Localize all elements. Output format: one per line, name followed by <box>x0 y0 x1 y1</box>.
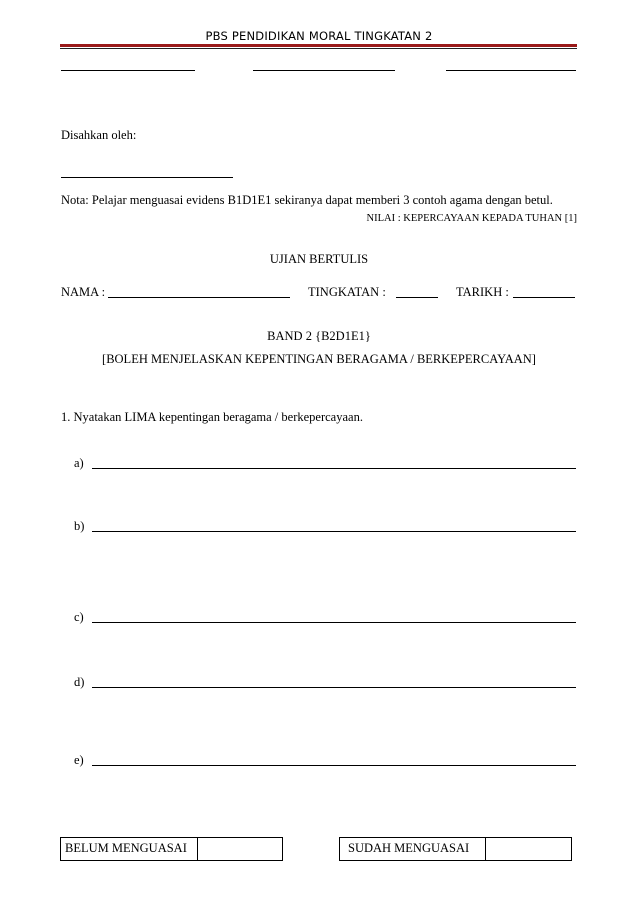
answer-line-b[interactable] <box>92 531 576 532</box>
answer-line-c[interactable] <box>92 622 576 623</box>
signature-line-2[interactable] <box>253 70 395 71</box>
approved-by-label: Disahkan oleh: <box>61 128 137 142</box>
answer-line-e[interactable] <box>92 765 576 766</box>
form-level-label: TINGKATAN : <box>308 285 386 299</box>
signature-line-1[interactable] <box>61 70 195 71</box>
name-field[interactable] <box>108 297 290 298</box>
answer-line-a[interactable] <box>92 468 576 469</box>
exam-title: UJIAN BERTULIS <box>269 252 369 266</box>
not-mastered-box <box>60 837 283 861</box>
answer-label-b: b) <box>74 519 85 533</box>
answer-label-e: e) <box>74 753 84 767</box>
question-text: 1. Nyatakan LIMA kepentingan beragama / berkepercayaan. <box>61 410 363 424</box>
band-description: [BOLEH MENJELASKAN KEPENTINGAN BERAGAMA / BERKEPERCAYAAN] <box>102 352 536 366</box>
answer-line-d[interactable] <box>92 687 576 688</box>
not-mastered-label: BELUM MENGUASAI <box>61 838 198 860</box>
page-header-title: PBS PENDIDIKAN MORAL TINGKATAN 2 <box>205 29 433 43</box>
form-level-field[interactable] <box>396 297 438 298</box>
mastered-box <box>339 837 572 861</box>
band-title: BAND 2 {B2D1E1} <box>267 329 371 343</box>
answer-label-c: c) <box>74 610 84 624</box>
note-text: Nota: Pelajar menguasai evidens B1D1E1 sekiranya dapat memberi 3 contoh agama dengan betul. <box>61 193 553 207</box>
answer-label-a: a) <box>74 456 84 470</box>
header-rule-black <box>60 48 577 49</box>
approved-by-line[interactable] <box>61 177 233 178</box>
date-field[interactable] <box>513 297 575 298</box>
answer-label-d: d) <box>74 675 85 689</box>
mastered-label: SUDAH MENGUASAI <box>340 838 486 860</box>
not-mastered-checkbox[interactable] <box>198 838 282 860</box>
signature-line-3[interactable] <box>446 70 576 71</box>
name-label: NAMA : <box>61 285 106 299</box>
date-label: TARIKH : <box>456 285 509 299</box>
value-label: NILAI : KEPERCAYAAN KEPADA TUHAN [1] <box>366 213 577 224</box>
header-rule-red <box>60 44 577 47</box>
mastered-checkbox[interactable] <box>486 838 571 860</box>
